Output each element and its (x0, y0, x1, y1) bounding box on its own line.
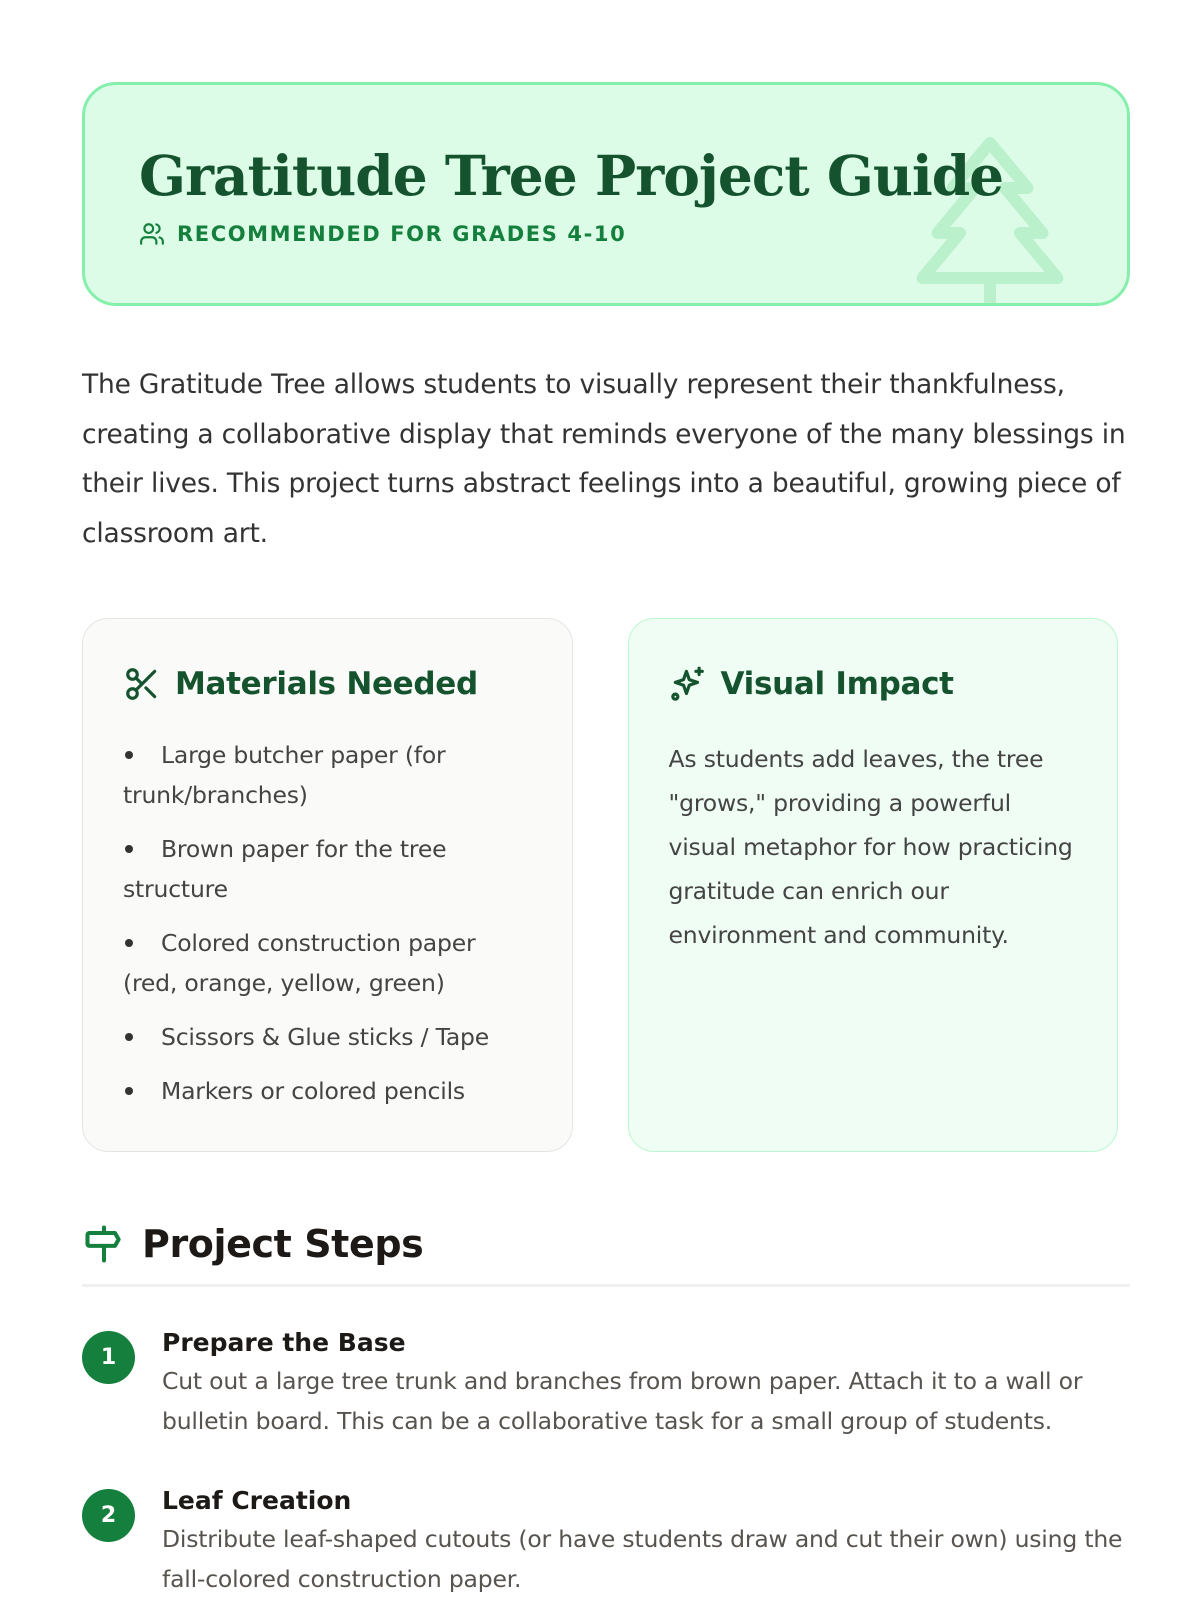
materials-card (82, 618, 573, 1152)
visual-impact-text: As students add leaves, the tree "grows," providing a powerful visual metaphor for how practicing gratitude can enrich our environment and community. (668, 745, 1073, 949)
steps-header (82, 1220, 1118, 1268)
bullet (125, 939, 133, 947)
intro-paragraph: The Gratitude Tree allows students to visually represent their thankfulness, creating a collaborative display that reminds everyone of the many blessings in their lives. This project turns abstract feelings into a beautiful, growing piece of classroom art. (82, 369, 1126, 549)
info-cards (82, 618, 1118, 1152)
list-item-text: Brown paper for the tree structure (123, 835, 447, 903)
grade-recommendation-text: RECOMMENDED FOR GRADES 4-10 (177, 222, 627, 246)
list-item (123, 923, 532, 1003)
step-title: Leaf Creation (162, 1486, 352, 1515)
hero-banner (82, 82, 1130, 306)
list-item-text: Scissors & Glue sticks / Tape (161, 1023, 490, 1051)
list-item-text: Large butcher paper (for trunk/branches) (123, 741, 446, 809)
materials-list (123, 735, 532, 1111)
visual-impact-title: Visual Impact (720, 666, 954, 702)
step-title: Prepare the Base (162, 1328, 406, 1357)
list-item (123, 1071, 532, 1111)
page-title: Gratitude Tree Project Guide (139, 143, 1004, 208)
materials-header (123, 659, 532, 709)
bullet (125, 1087, 133, 1095)
steps-title: Project Steps (142, 1222, 424, 1266)
visual-impact-card (628, 618, 1119, 1152)
users-icon (139, 221, 165, 247)
step-description: Distribute leaf-shaped cutouts (or have students draw and cut their own) using the fall-colored construction paper. (162, 1525, 1123, 1593)
signpost-icon (82, 1222, 126, 1266)
grade-recommendation (139, 221, 626, 247)
bullet (125, 751, 133, 759)
list-item (123, 829, 532, 909)
step-item (82, 1483, 1123, 1599)
step-item (82, 1325, 1118, 1441)
list-item (123, 735, 532, 815)
visual-impact-header (669, 659, 1078, 709)
list-item (123, 1017, 532, 1057)
step-description: Cut out a large tree trunk and branches from brown paper. Attach it to a wall or bulletin board. This can be a collaborative task for a small group of students. (162, 1367, 1083, 1435)
sparkles-icon (669, 665, 707, 703)
list-item-text: Colored construction paper (red, orange, yellow, green) (123, 929, 476, 997)
step-number-badge: 1 (82, 1331, 135, 1384)
list-item-text: Markers or colored pencils (161, 1077, 465, 1105)
steps-list (82, 1325, 1123, 1599)
bullet (125, 1033, 133, 1041)
materials-title: Materials Needed (175, 666, 478, 702)
bullet (125, 845, 133, 853)
scissors-icon (123, 665, 161, 703)
divider (82, 1284, 1130, 1287)
step-number-badge: 2 (82, 1489, 135, 1542)
